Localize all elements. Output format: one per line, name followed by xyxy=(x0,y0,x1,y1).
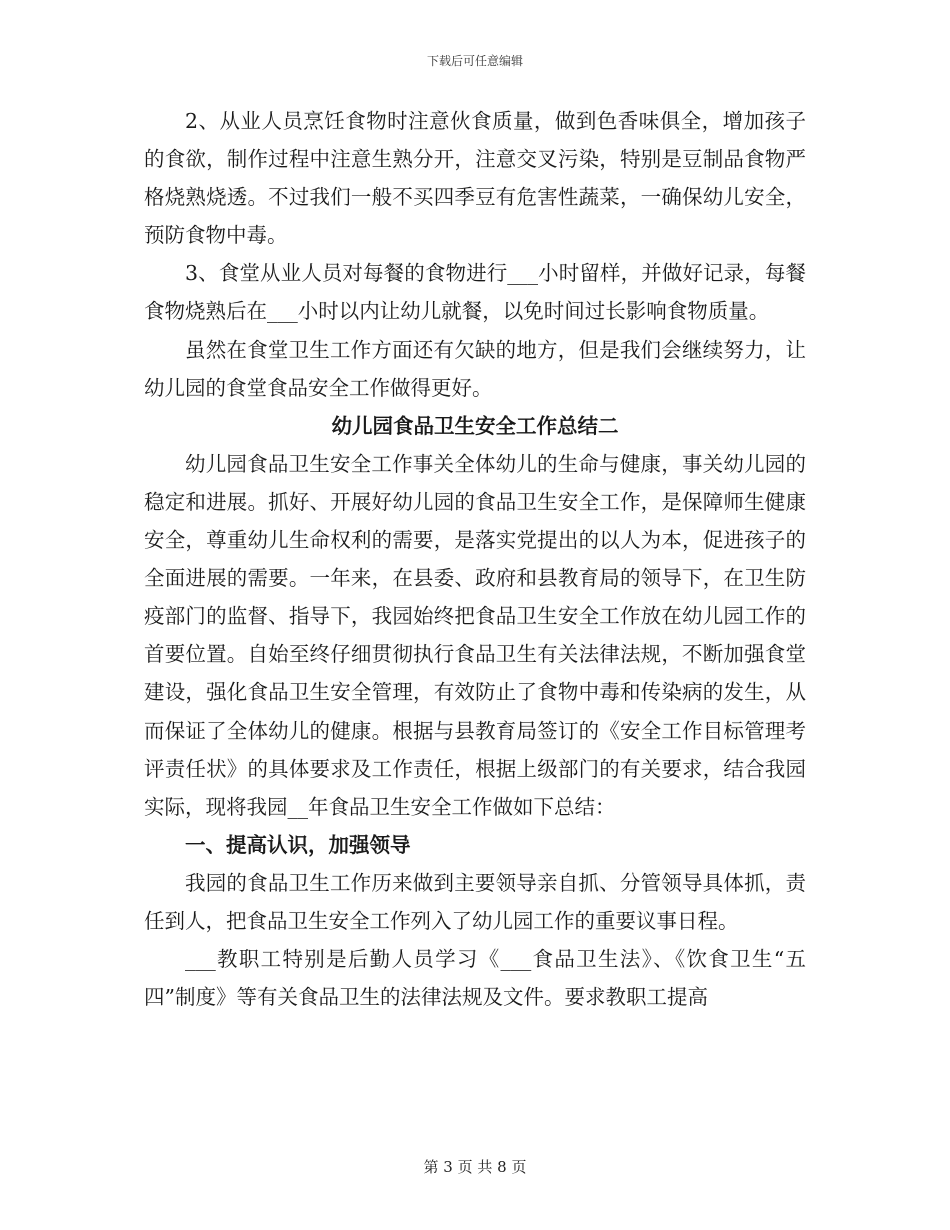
paragraph: ___教职工特别是后勤人员学习《___食品卫生法》、《饮食卫生“五四”制度》等有关食品卫生的法律法规及文件。要求教职工提高 xyxy=(144,947,806,1010)
paragraph: 2、从业人员烹饪食物时注意伙食质量，做到色香味俱全，增加孩子的食欲，制作过程中注意生熟分开，注意交叉污染，特别是豆制品食物严格烧熟烧透。不过我们一般不买四季豆有危害性蔬菜，一确保幼儿安全，预防食物中毒。 xyxy=(144,109,806,248)
section-title: 幼儿园食品卫生安全工作总结二 xyxy=(331,413,619,438)
paragraph: 虽然在食堂卫生工作方面还有欠缺的地方，但是我们会继续努力，让幼儿园的食堂食品安全工作做得更好。 xyxy=(144,337,806,400)
paragraph: 我园的食品卫生工作历来做到主要领导亲自抓、分管领导具体抓，责任到人，把食品卫生安全工作列入了幼儿园工作的重要议事日程。 xyxy=(144,870,806,933)
subheading: 一、提高认识，加强领导 xyxy=(185,832,411,857)
paragraph: 3、食堂从业人员对每餐的食物进行___小时留样，并做好记录，每餐食物烧熟后在___小时以内让幼儿就餐，以免时间过长影响食物质量。 xyxy=(144,261,806,324)
page-number: 第 3 页 共 8 页 xyxy=(423,1158,527,1176)
document-body xyxy=(144,102,806,1016)
page-header-note: 下载后可任意编辑 xyxy=(426,54,523,68)
paragraph: 幼儿园食品卫生安全工作事关全体幼儿的生命与健康，事关幼儿园的稳定和进展。抓好、开展好幼儿园的食品卫生安全工作，是保障师生健康安全，尊重幼儿生命权利的需要，是落实党提出的以人为本，促进孩子的全面进展的需要。一年来，在县委、政府和县教育局的领导下，在卫生防疫部门的监督、指导下，我园始终把食品卫生安全工作放在幼儿园工作的首要位置。自始至终仔细贯彻执行食品卫生有关法律法规，不断加强食堂建设，强化食品卫生安全管理，有效防止了食物中毒和传染病的发生，从而保证了全体幼儿的健康。根据与县教育局签订的《安全工作目标管理考评责任状》的具体要求及工作责任，根据上级部门的有关要求，结合我园实际，现将我园__年食品卫生安全工作做如下总结： xyxy=(144,451,806,819)
